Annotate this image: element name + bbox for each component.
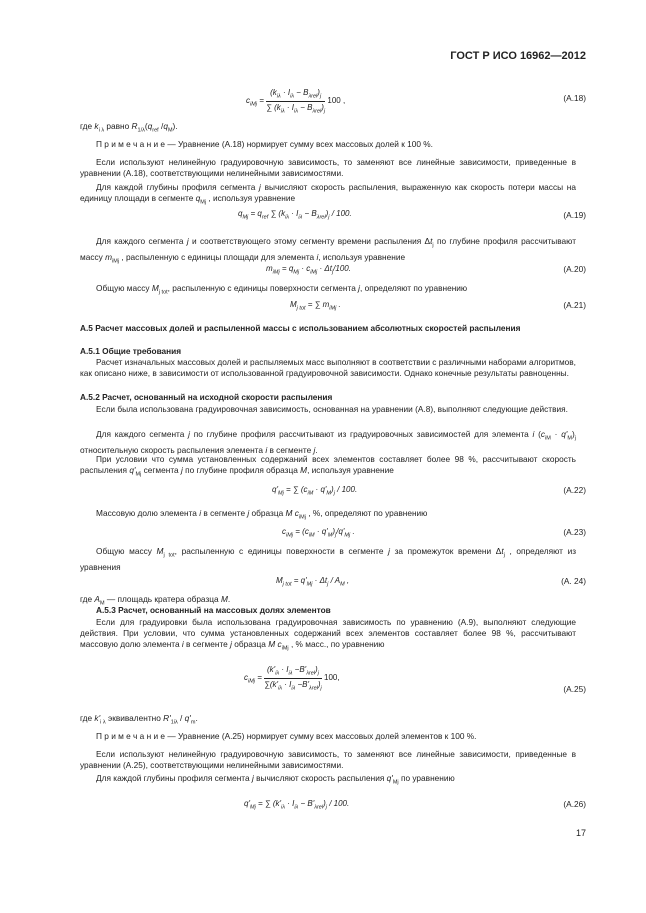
section-heading-a52: А.5.2 Расчет, основанный на исходной скорости распыления bbox=[80, 392, 333, 402]
equation-a20: $m_{iMj} = q_{Mj} \cdot c_{iMj} \cdot \Delta t_j/100$. bbox=[266, 264, 351, 276]
paragraph-nonlinear-2: Если используют нелинейную градуировочную зависимость, то заменяют все линейные зависимости, приведенные в уравнении (А.25), соответствующими нелинейными зависимостями. bbox=[80, 749, 576, 770]
paragraph-total-mass-2: Общую массу $M_{j tot}$, распыленную с единицы поверхности в сегменте j за промежуток времени $\Delta t_j$ , определяют из уравнения bbox=[80, 546, 577, 572]
equation-label-a21: (А.21) bbox=[563, 300, 586, 310]
equation-label-a20: (А.20) bbox=[563, 264, 586, 274]
paragraph-a53-intro: Если для градуировки была использована градуировочная зависимость по уравнению (А.9), выполняют следующие действия. При условии, что сумма установленных содержаний всех элементов составляет более 98 %, рассчитывают массовую долю элемента i в сегменте j образца M $c_{iMj}$ , % масс., по уравнению bbox=[80, 617, 576, 652]
section-heading-a53: А.5.3 Расчет, основанный на массовых долях элементов bbox=[96, 605, 331, 615]
equation-label-a19: (А.19) bbox=[563, 210, 586, 220]
paragraph-where-a: где $A_M$ — площадь кратера образца M. bbox=[80, 594, 231, 607]
equation-label-a25: (А.25) bbox=[563, 684, 586, 694]
equation-label-a23: (А.23) bbox=[563, 527, 586, 537]
page-number: 17 bbox=[575, 828, 586, 838]
paragraph-segment-mass: Для каждого сегмента j и соответствующего этому сегменту времени распыления $\Delta t_j$ по глубине профиля рассчитывают массу $m_{iMj}$ , распыленную с единицы площади для элемента i, используя уравнение bbox=[80, 236, 576, 265]
equation-a24: $M_{j tot} = q'_{Mj} \cdot \Delta t_j / A_M$ , bbox=[276, 576, 350, 588]
note-a18: П р и м е ч а н и е — Уравнение (А.18) нормирует сумму всех массовых долей к 100 %. bbox=[96, 139, 433, 149]
equation-a21: $M_{j tot}$ = ∑ $m_{iMj}$ . bbox=[290, 300, 341, 312]
equation-a23: $c_{iMj} = (c_{iM} \cdot q'_M)_j/q'_{Mj}$ . bbox=[282, 527, 355, 539]
equation-label-a18: (А.18) bbox=[563, 93, 586, 103]
section-heading-a5: А.5 Расчет массовых долей и распыленной массы с использованием абсолютных скоростей распыления bbox=[80, 323, 521, 333]
equation-label-a26: (А.26) bbox=[563, 799, 586, 809]
paragraph-sum-98: При условии что сумма установленных содержаний всех элементов составляет более 98 %, рассчитывают скорость распыления $q'_{Mj}$ сегмента j по глубине профиля образца M, используя уравнение bbox=[80, 454, 576, 478]
equation-a19: $q_{Mj} = q_{ref}$ ∑ $(k_{i\lambda} \cdot I_{i\lambda} - B_{\lambda rel})_j / 100$. bbox=[238, 209, 352, 221]
paragraph-relative-rate: Для каждого сегмента j по глубине профиля рассчитывают из градуировочных зависимостей для элемента i $(c_{iM} \cdot q'_M)_j$ относительную скорость распыления элемента i в сегменте j. bbox=[80, 429, 576, 455]
paragraph-total-mass: Общую массу $M_{j tot}$, распыленную с единицы поверхности сегмента j, определяют по уравнению bbox=[96, 283, 468, 296]
equation-a25: $c_{iMj}$ = $(k'_{i\lambda} \cdot I_{i\lambda} -B'_{\lambda rel})_j$ $\sum(k'_{i\lambda} \cdot I_{i\lambda} -B'_{\lambda rel})_j$ 100, bbox=[244, 665, 340, 692]
paragraph-a52-intro: Если была использована градуировочная зависимость, основанная на уравнении (А.8), выполняют следующие действия. bbox=[96, 404, 568, 414]
paragraph-general: Расчет изначальных массовых долей и распыляемых масс выполняют в соответствии с различными наборами алгоритмов, как описано ниже, в зависимости от использованной градуировочной зависимости. Однако конечные результаты равноценны. bbox=[80, 357, 576, 378]
section-heading-a51: А.5.1 Общие требования bbox=[80, 346, 182, 356]
equation-a22: $q'_{Mj}$ = ∑ $(c_{iM} \cdot q'_M)_j / 100$. bbox=[272, 485, 358, 497]
paragraph-nonlinear-1: Если используют нелинейную градуировочную зависимость, то заменяют все линейные зависимости, приведенные в уравнении (А.18), соответствующими нелинейными зависимостями. bbox=[80, 157, 576, 178]
equation-label-a22: (А.22) bbox=[563, 485, 586, 495]
note-a25: П р и м е ч а н и е — Уравнение (А.25) нормирует сумму всех массовых долей элементов к 100 %. bbox=[96, 731, 477, 741]
document-header: ГОСТ Р ИСО 16962—2012 bbox=[450, 50, 586, 62]
paragraph-mass-fraction: Массовую долю элемента i в сегменте j образца M $c_{iMj}$ , %, определяют по уравнению bbox=[96, 508, 428, 521]
paragraph-sputter-rate: Для каждой глубины профиля сегмента j вычисляют скорость распыления, выраженную как скорость потери массы на единицу площади в сегменте $q_{Mj}$ , используя уравнение bbox=[80, 182, 576, 206]
equation-label-a24: (А. 24) bbox=[561, 576, 586, 586]
equation-a26: $q'_{Mj}$ = ∑ $(k'_{i\lambda} \cdot I_{i\lambda} - B'_{\lambda rel})_j / 100$. bbox=[244, 799, 350, 811]
paragraph-sputter-rate-2: Для каждой глубины профиля сегмента j вычисляют скорость распыления $q'_{Mj}$ по уравнению bbox=[96, 773, 455, 786]
paragraph-where-k: где $k_{i \lambda}$ равно $R_{1/\lambda}(q_{ref}$ $/q_M$). bbox=[80, 121, 178, 134]
paragraph-where-k-prime: где $k'_{i \lambda}$ эквивалентно $R'_{1i\lambda} / q'_m$. bbox=[80, 713, 198, 726]
equation-a18: $c_{iMj}$ = $(k_{i\lambda} \cdot I_{i\lambda} - B_{\lambda rel})_j$ ∑ $(k_{i\lambda} \cdot I_{i\lambda} - B_{\lambda rel})_j$ 100 , bbox=[246, 88, 346, 115]
